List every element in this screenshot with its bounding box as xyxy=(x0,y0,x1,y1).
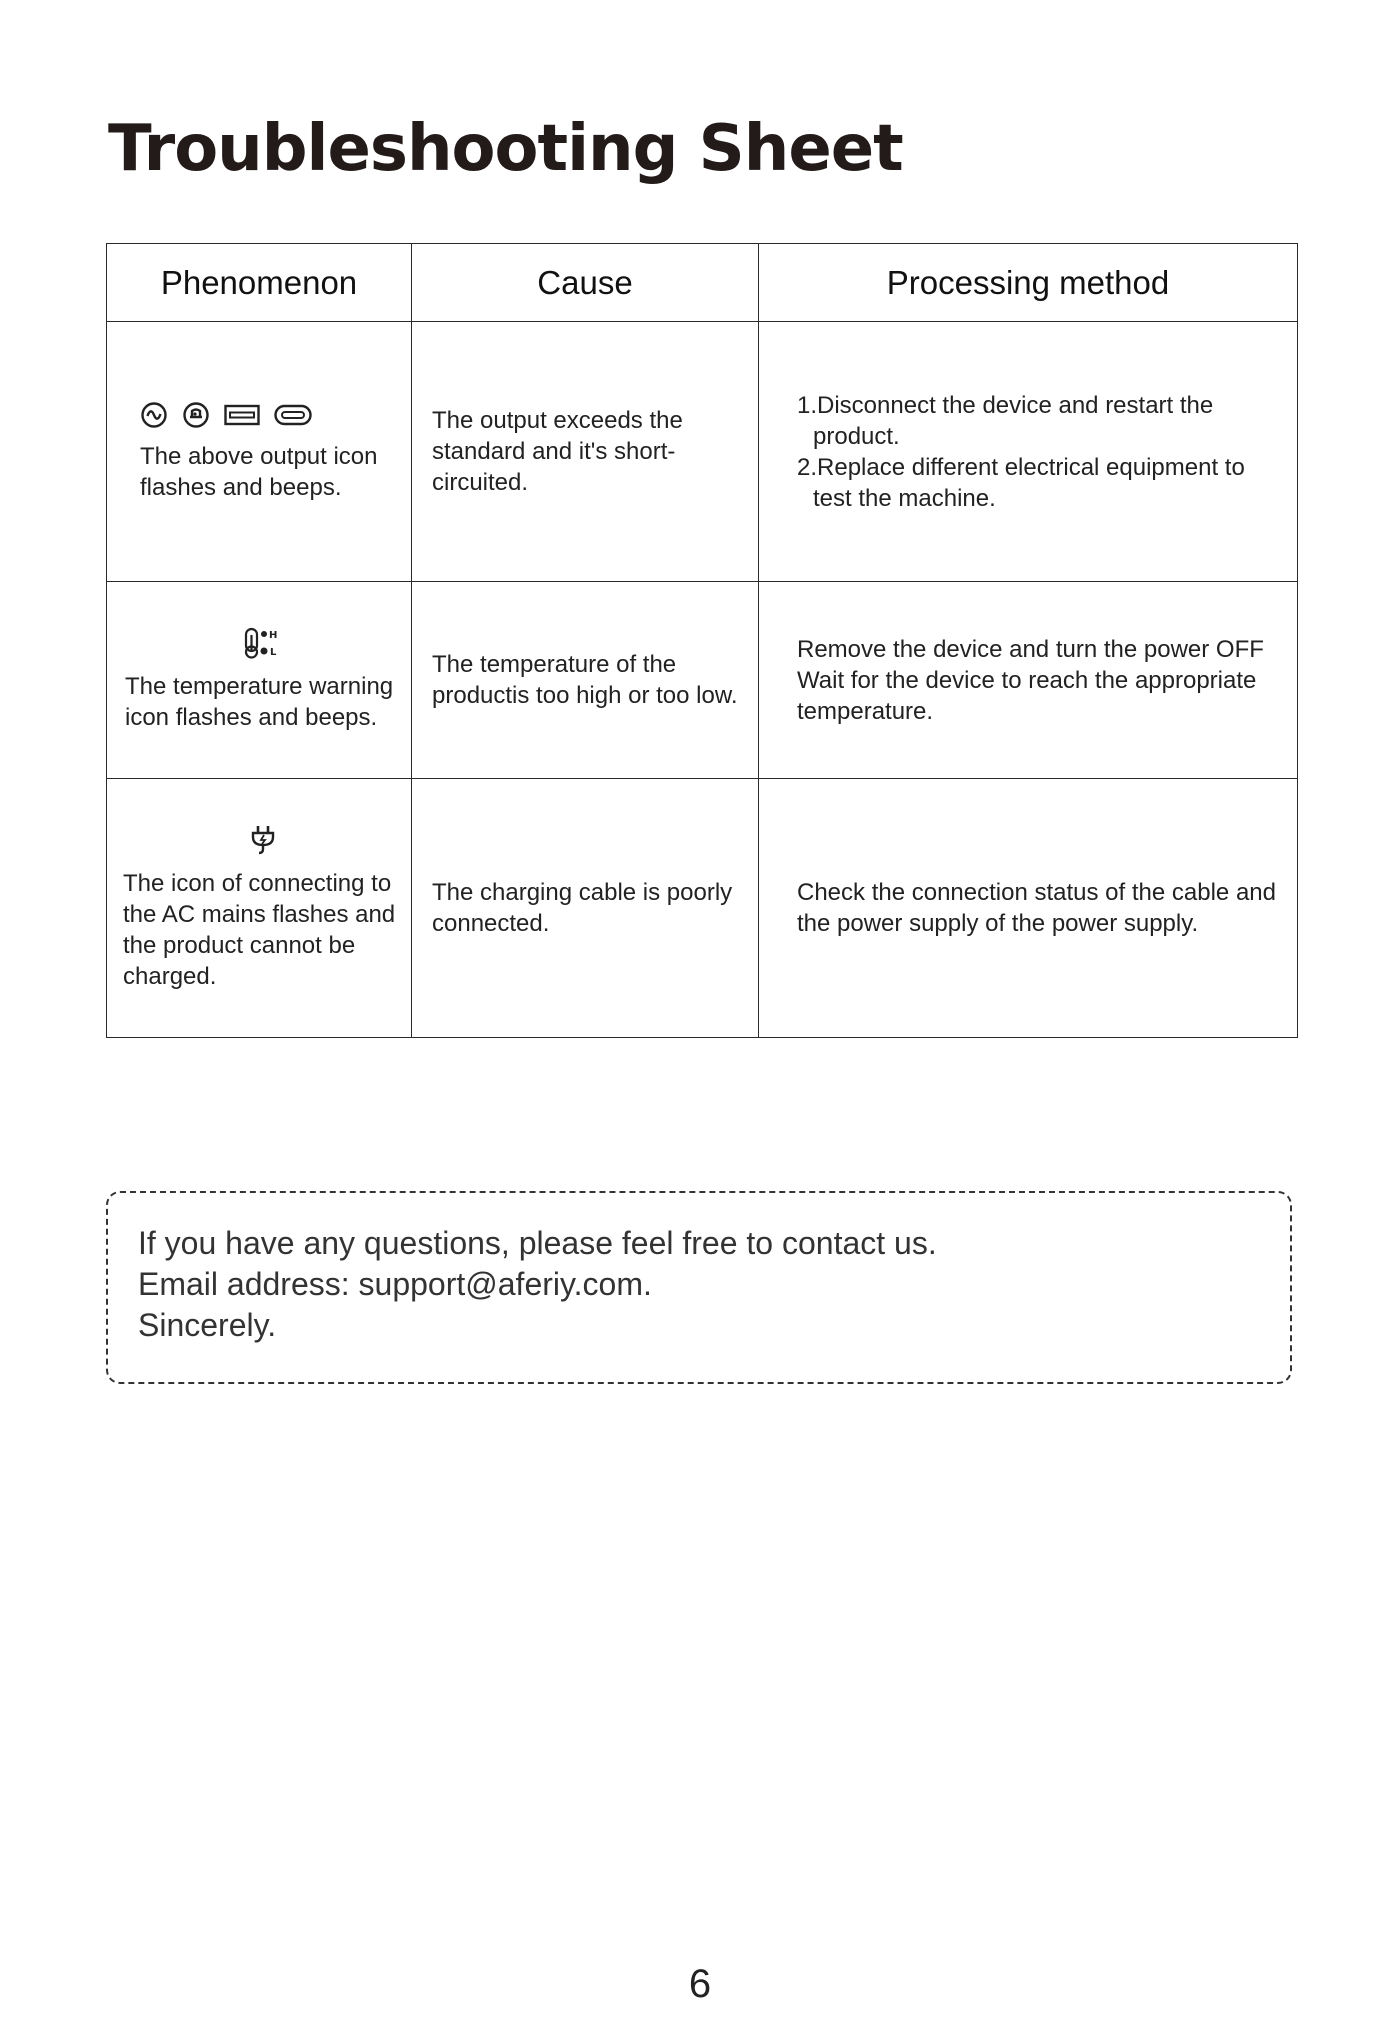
ac-plug-icons xyxy=(123,824,403,856)
processing-line: Remove the device and turn the power OFF xyxy=(797,635,1264,663)
temperature-warning-icon xyxy=(244,627,284,659)
cause-cell: The charging cable is poorly connected. xyxy=(412,779,759,1038)
processing-cell xyxy=(759,582,1298,779)
contact-line-email: Email address: support@aferiy.com. xyxy=(138,1266,652,1302)
phenomenon-cell xyxy=(107,779,412,1038)
table-row xyxy=(107,779,1298,1038)
processing-steps xyxy=(797,390,1281,514)
processing-step: 1.Disconnect the device and restart the product. xyxy=(797,391,1214,450)
processing-line: Check the connection status of the cable and the power supply of the power supply. xyxy=(797,879,1276,937)
temp-high-label: H xyxy=(269,630,278,641)
header-processing-method: Processing method xyxy=(759,244,1298,322)
usb-a-output-icon xyxy=(224,404,260,426)
cause-cell: The temperature of the productis too high or too low. xyxy=(412,582,759,779)
page-number: 6 xyxy=(688,1962,712,2006)
table-row xyxy=(107,582,1298,779)
car-output-icon xyxy=(182,401,210,429)
header-cause: Cause xyxy=(412,244,759,322)
phenomenon-text: The above output icon flashes and beeps. xyxy=(140,442,378,501)
contact-line-questions: If you have any questions, please feel free to contact us. xyxy=(138,1225,937,1261)
table-header-row xyxy=(107,244,1298,322)
page-title: Troubleshooting Sheet xyxy=(108,112,903,186)
table-row xyxy=(107,322,1298,582)
ac-plug-icon xyxy=(250,824,276,856)
output-icons xyxy=(140,401,403,429)
usb-c-output-icon xyxy=(274,404,312,426)
contact-line-closing: Sincerely. xyxy=(138,1307,277,1343)
temp-low-label: L xyxy=(270,647,277,658)
phenomenon-text: The temperature warning icon flashes and beeps. xyxy=(125,673,394,731)
processing-line: Wait for the device to reach the appropriate temperature. xyxy=(797,666,1257,725)
processing-step: 2.Replace different electrical equipment to test the machine. xyxy=(797,453,1245,512)
phenomenon-cell xyxy=(107,322,412,582)
troubleshooting-table xyxy=(106,243,1298,1038)
cause-cell: The output exceeds the standard and it's short-circuited. xyxy=(412,322,759,582)
phenomenon-cell xyxy=(107,582,412,779)
header-phenomenon: Phenomenon xyxy=(107,244,412,322)
temperature-icons xyxy=(125,627,403,659)
phenomenon-text: The icon of connecting to the AC mains flashes and the product cannot be charged. xyxy=(123,870,396,990)
processing-cell xyxy=(759,779,1298,1038)
processing-cell xyxy=(759,322,1298,582)
ac-output-icon xyxy=(140,401,168,429)
contact-box xyxy=(106,1191,1292,1384)
